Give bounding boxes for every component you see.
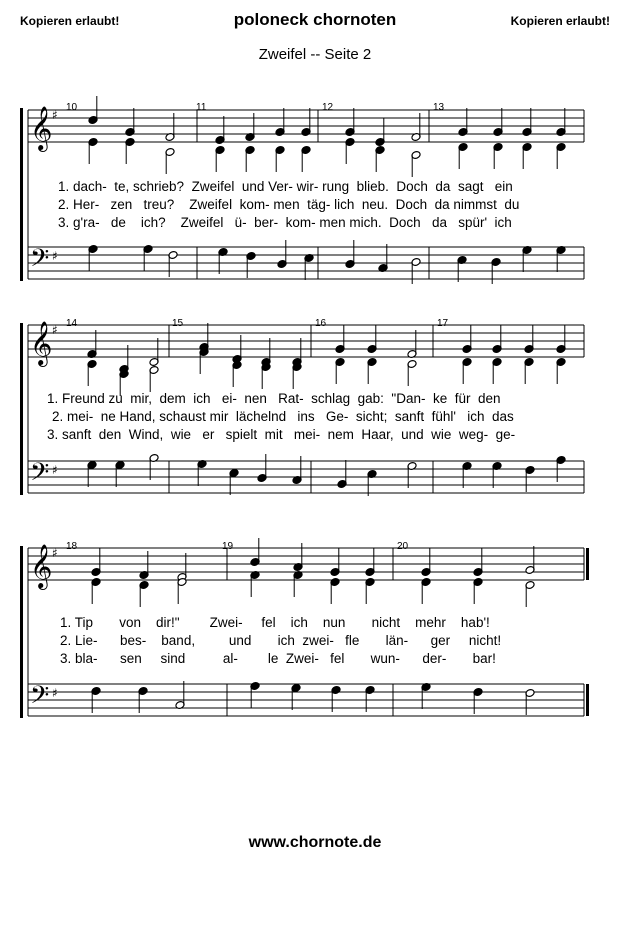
measure-number: 18 xyxy=(66,541,78,552)
system-bracket xyxy=(20,323,23,495)
copy-note-left: Kopieren erlaubt! xyxy=(20,14,120,28)
measure-number: 19 xyxy=(222,541,234,552)
treble-clef-icon: 𝄞 xyxy=(30,544,53,588)
system-bracket xyxy=(20,108,23,281)
measure-number: 16 xyxy=(315,318,327,329)
measure-number: 17 xyxy=(437,318,449,329)
lyric-line-verse-1: 1. Freund zu mir, dem ich ei- nen Rat- schlag gab: "Dan- ke für den xyxy=(47,391,501,406)
system-bracket xyxy=(20,546,23,718)
key-signature-sharp-icon: ♯ xyxy=(52,323,58,337)
key-signature-sharp-icon: ♯ xyxy=(52,108,58,122)
treble-clef-icon: 𝄞 xyxy=(30,106,53,150)
lyric-line-verse-1: 1. Tip von dir!" Zwei- fel ich nun nicht mehr hab'! xyxy=(60,615,490,630)
footer-url[interactable]: www.chornote.de xyxy=(248,834,382,851)
measure-number: 13 xyxy=(433,102,445,113)
copy-note-right: Kopieren erlaubt! xyxy=(510,14,610,28)
bass-clef-icon: 𝄢 xyxy=(30,244,50,279)
lyric-line-verse-3: 3. sanft den Wind, wie er spielt mit mei- nem Haar, und wie weg- ge- xyxy=(47,427,516,442)
measure-number: 10 xyxy=(66,102,78,113)
bass-clef-icon: 𝄢 xyxy=(30,458,50,493)
key-signature-sharp-icon: ♯ xyxy=(52,463,58,477)
lyric-line-verse-3: 3. g'ra- de ich? Zweifel ü- ber- kom- men mich. Doch da spür' ich xyxy=(58,215,512,230)
final-barline xyxy=(586,548,589,580)
page-title: poloneck chornoten xyxy=(233,10,397,29)
lyric-line-verse-2: 2. Lie- bes- band, und ich zwei- fle län- ger nicht! xyxy=(60,633,502,648)
measure-number: 12 xyxy=(322,102,334,113)
measure-number: 15 xyxy=(172,318,184,329)
lyric-line-verse-2: 2. mei- ne Hand, schaust mir lächelnd ins Ge- sicht; sanft fühl' ich das xyxy=(52,409,514,424)
key-signature-sharp-icon: ♯ xyxy=(52,249,58,263)
page-subtitle: Zweifel -- Seite 2 xyxy=(258,46,372,63)
measure-number: 14 xyxy=(66,318,78,329)
bass-clef-icon: 𝄢 xyxy=(30,681,50,716)
key-signature-sharp-icon: ♯ xyxy=(52,546,58,560)
measure-number: 20 xyxy=(397,541,409,552)
lyric-line-verse-2: 2. Her- zen treu? Zweifel kom- men täg- lich neu. Doch da nimmst du xyxy=(58,197,520,212)
key-signature-sharp-icon: ♯ xyxy=(52,686,58,700)
lyric-line-verse-1: 1. dach- te, schrieb? Zweifel und Ver- wir- rung blieb. Doch da sagt ein xyxy=(58,179,513,194)
final-barline xyxy=(586,684,589,716)
measure-number: 11 xyxy=(196,102,207,113)
lyric-line-verse-3: 3. bla- sen sind al- le Zwei- fel wun- der- bar! xyxy=(60,651,496,666)
treble-clef-icon: 𝄞 xyxy=(30,321,53,365)
